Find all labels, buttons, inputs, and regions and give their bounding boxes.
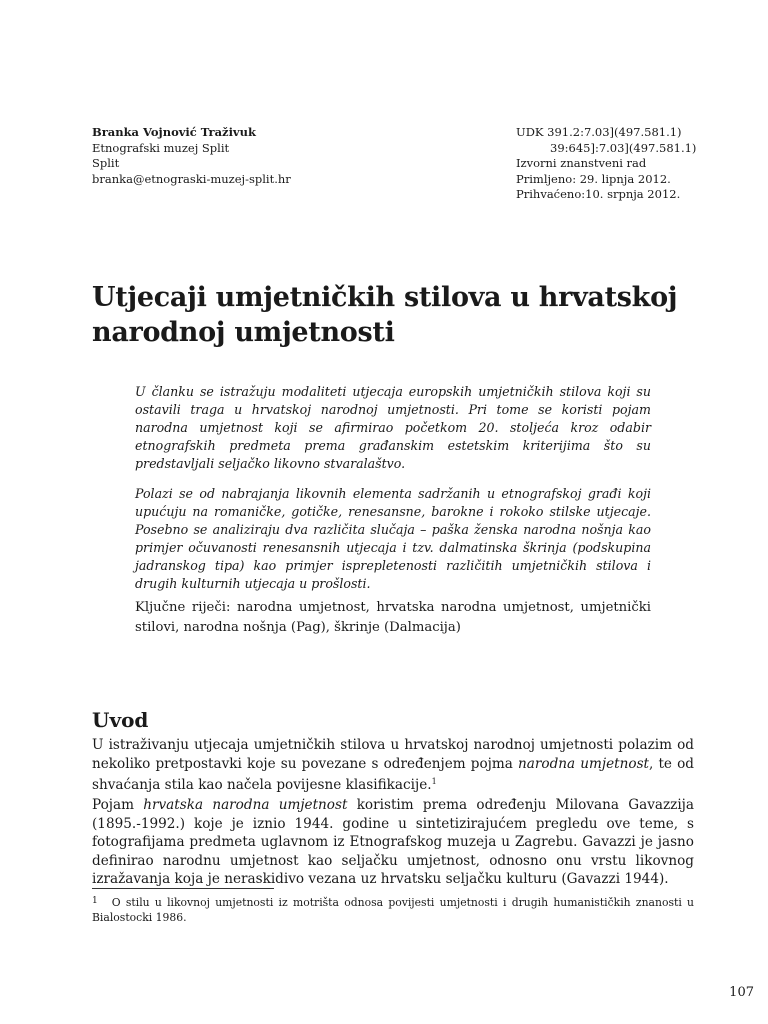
footnote-divider <box>92 888 274 889</box>
author-block <box>92 125 422 187</box>
author-institution: Etnografski muzej Split <box>92 140 230 155</box>
article-meta-block <box>516 125 716 203</box>
section-heading: Uvod <box>92 708 149 732</box>
text-run: , te od shvaćanja stila kao načela povijesne klasifikacije. <box>92 755 694 793</box>
body-paragraph-2 <box>92 796 694 889</box>
received-date: Primljeno: 29. lipnja 2012. <box>516 171 671 186</box>
page-number: 107 <box>729 985 754 1000</box>
italic-term: narodna umjetnost <box>518 755 650 772</box>
article-type: Izvorni znanstveni rad <box>516 156 647 170</box>
text-run: koristim prema određenju Milovana Gavazzija (1895.-1992.) koje je iznio 1944. godine u sintetizirajućem pregledu ove teme, s fotografijama predmeta uglavnom iz Etnografskog muzeja u Zagrebu. Gavazzi je jasno definirao narodnu umjetnost kao seljačku umjetnost, odnosno onu vrstu likovnog izražavanja koja je neraskidivo vezana uz hrvatsku seljačku kulturu (Gavazzi 1944). <box>92 797 694 887</box>
footnote <box>92 894 694 925</box>
abstract-paragraph-2: Polazi se od nabrajanja likovnih elementa sadržanih u etnografskoj građi koji upućuju na romaničke, gotičke, renesansne, barokne i rokoko stilske utjecaje. Posebno se analiziraju dva različita slučaja – paška ženska narodna nošnja kao primjer očuvanosti renesansnih utjecaja i tzv. dalmatinska škrinja (podskupina jadranskog tipa) kao primjer isprepletenosti različitih umjetničkih stilova i drugih kulturnih utjecaja u prošlosti. <box>135 486 651 591</box>
author-name: Branka Vojnović Traživuk <box>92 125 256 139</box>
italic-term: hrvatska narodna umjetnost <box>143 797 348 813</box>
udk-code: UDK 391.2:7.03](497.581.1) <box>516 125 682 139</box>
footnote-reference[interactable]: 1 <box>431 777 437 786</box>
author-email: branka@etnograski-muzej-split.hr <box>92 171 291 186</box>
footnote-number: 1 <box>92 896 98 906</box>
author-city: Split <box>92 156 120 170</box>
article-title: Utjecaji umjetničkih stilova u hrvatskoj narodnoj umjetnosti <box>92 282 678 348</box>
keywords: Ključne riječi: narodna umjetnost, hrvatska narodna umjetnost, umjetnički stilovi, narodna nošnja (Pag), škrinje (Dalmacija) <box>135 600 651 635</box>
udk-code-continued: 39:645]:7.03](497.581.1) <box>550 140 697 155</box>
footnote-text: O stilu u likovnoj umjetnosti iz motrišta odnosa povijesti umjetnosti i drugih humanističkih znanosti u Bialostocki 1986. <box>92 896 694 924</box>
text-run: Pojam <box>92 797 144 813</box>
text-run: U istraživanju utjecaja umjetničkih stilova u hrvatskoj narodnoj umjetnosti polazim od nekoliko pretpostavki koje su povezane s određenjem pojma <box>92 737 694 772</box>
body-paragraph-1 <box>92 736 694 795</box>
abstract-paragraph-1: U članku se istražuju modaliteti utjecaja europskih umjetničkih stilova koji su ostavili traga u hrvatskoj narodnoj umjetnosti. Pri tome se koristi pojam narodna umjetnost koji se afirmirao početkom 20. stoljeća kroz odabir etnografskih predmeta prema građanskim estetskim kriterijima što su predstavljali seljačko likovno stvaralaštvo. <box>135 384 651 471</box>
accepted-date: Prihvaćeno:10. srpnja 2012. <box>516 187 681 201</box>
